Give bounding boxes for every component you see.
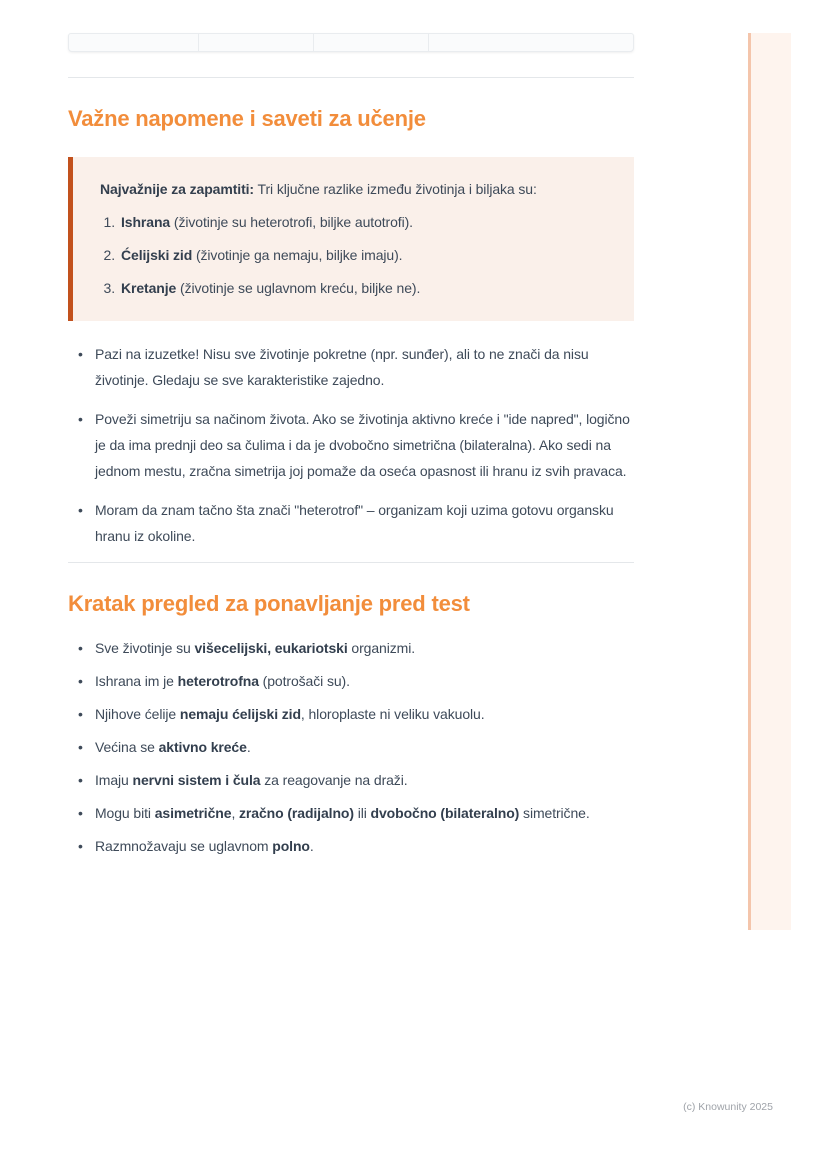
callout-item-term: Kretanje (121, 280, 177, 296)
table-cell (199, 34, 314, 51)
list-item-text: Pazi na izuzetke! Nisu sve životinje pokretne (npr. sunđer), ali to ne znači da nisu životinje. Gledaju se sve karakteristike zajedno. (95, 346, 589, 388)
list-item (68, 767, 634, 793)
bullet-dot: • (78, 805, 83, 821)
key-points-callout (68, 157, 634, 321)
list-item-text: Poveži simetriju sa načinom života. Ako se životinja aktivno kreće i "ide napred", logično je da ima prednji deo sa čulima i da je dvobočno simetrična (bilateralna). Ako sedi na jednom mestu, zračna simetrija joj pomaže da oseća opasnost ili hranu iz svih pravaca. (95, 411, 630, 479)
section-divider (68, 77, 634, 78)
callout-item-term: Ishrana (121, 214, 171, 230)
bullet-dot: • (78, 739, 83, 755)
footer-credit: (c) Knowunity 2025 (683, 1101, 773, 1113)
callout-item-number: 2. (103, 247, 115, 263)
table-cell (69, 34, 199, 51)
callout-item-term: Ćelijski zid (121, 247, 193, 263)
content-column (68, 0, 634, 866)
list-item (68, 635, 634, 661)
section-divider (68, 562, 634, 563)
table-fragment (68, 33, 634, 52)
callout-item-text (121, 275, 420, 301)
list-item (68, 734, 634, 760)
list-item (68, 833, 634, 859)
list-item-text: Sve životinje su višecelijski, eukariotski organizmi. (95, 640, 415, 656)
list-item (68, 497, 634, 549)
section2-heading: Kratak pregled za ponavljanje pred test (68, 591, 470, 616)
review-list (68, 635, 634, 859)
study-tips-list (68, 341, 634, 549)
callout-item-number: 1. (103, 214, 115, 230)
callout-item-text (121, 209, 413, 235)
section1-heading: Važne napomene i saveti za učenje (68, 106, 426, 131)
list-item-text: Imaju nervni sistem i čula za reagovanje na draži. (95, 772, 408, 788)
callout-intro: Najvažnije za zapamtiti: Tri ključne razlike između životinja i biljaka su: (100, 181, 537, 197)
callout-item-text (121, 242, 402, 268)
bullet-dot: • (78, 502, 83, 518)
list-item-text: Njihove ćelije nemaju ćelijski zid, hloroplaste ni veliku vakuolu. (95, 706, 485, 722)
bullet-dot: • (78, 838, 83, 854)
table-cell (429, 34, 633, 51)
list-item (68, 341, 634, 393)
callout-item-rest: (životinje ga nemaju, biljke imaju). (192, 247, 403, 263)
callout-item-rest: (životinje se uglavnom kreću, biljke ne). (176, 280, 421, 296)
bullet-dot: • (78, 640, 83, 656)
page-edge-strip (748, 33, 791, 930)
list-item-text: Moram da znam tačno šta znači "heterotrof" – organizam koji uzima gotovu organsku hranu iz okoline. (95, 502, 614, 544)
bullet-dot: • (78, 772, 83, 788)
list-item-text: Mogu biti asimetrične, zračno (radijalno) ili dvobočno (bilateralno) simetrične. (95, 805, 590, 821)
list-item (68, 406, 634, 484)
list-item (68, 668, 634, 694)
bullet-dot: • (78, 706, 83, 722)
callout-item-rest: (životinje su heterotrofi, biljke autotrofi). (170, 214, 413, 230)
callout-item-number: 3. (103, 280, 115, 296)
callout-item (100, 275, 610, 301)
list-item (68, 701, 634, 727)
callout-item (100, 242, 610, 268)
list-item-text: Većina se aktivno kreće. (95, 739, 251, 755)
list-item-text: Razmnožavaju se uglavnom polno. (95, 838, 314, 854)
bullet-dot: • (78, 346, 83, 362)
list-item-text: Ishrana im je heterotrofna (potrošači su). (95, 673, 350, 689)
bullet-dot: • (78, 673, 83, 689)
list-item (68, 800, 634, 826)
callout-item (100, 209, 610, 235)
bullet-dot: • (78, 411, 83, 427)
table-cell (314, 34, 429, 51)
